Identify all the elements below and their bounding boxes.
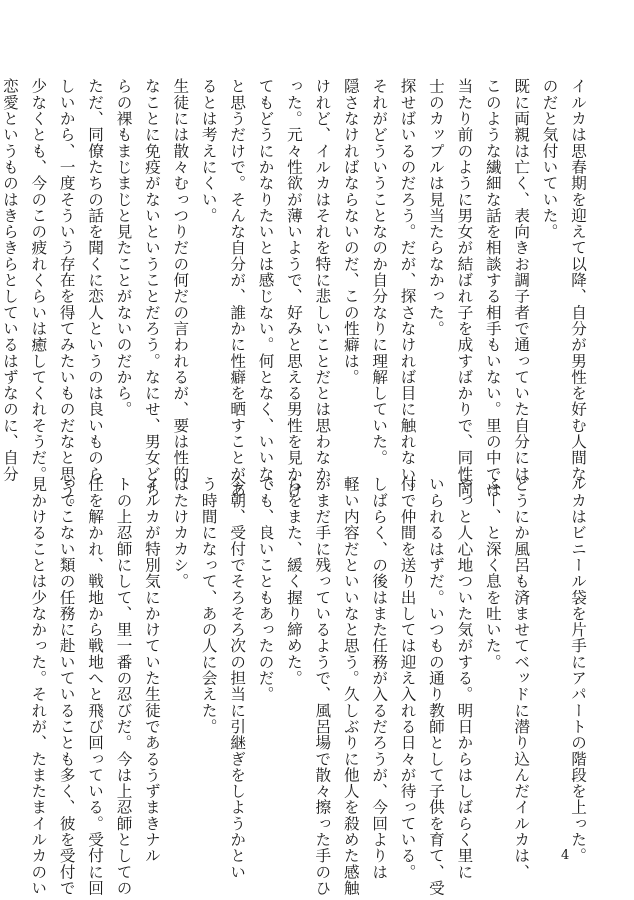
text-line	[535, 476, 563, 794]
text-line: やっと人心地ついた気がする。明日からはしばらく里に	[455, 476, 474, 880]
text-line: はたけカカシ。	[171, 476, 190, 590]
text-line: しばらく、の後はまた任務が入るだろうが、今回よりは	[370, 476, 389, 880]
text-line: イルカが特別気にかけていた生徒であるうずまきナル	[142, 476, 161, 864]
text-line: と思うだけで。そんな自分が、誰かに性癖を晒すことがあ	[228, 78, 247, 498]
text-line: ふー、と深く息を吐いた。	[483, 476, 502, 670]
text-line: トの上忍師にして、里一番の忍びだ。今は上忍師としての	[114, 476, 133, 896]
text-line: 探せばいるのだろう。だが、探さなければ目に触れない。	[398, 78, 417, 498]
text-line: 当たり前のように男女が結ばれ子を成すばかりで、同性同	[455, 78, 474, 498]
text-line: このような繊細な話を相談する相手もいない。里の中では	[483, 78, 502, 498]
text-line: どうにか風呂も済ませてベッドに潜り込んだイルカは、	[512, 476, 531, 880]
text-line: らの裸もまじまじと見たことがないのだから。	[114, 78, 133, 418]
text-line: 軽い内容だといいなと思う。久しぶりに他人を殺めた感触	[341, 476, 360, 896]
text-line: 士のカップルは見当たらなかった。	[426, 78, 445, 337]
text-line: しいから、一度そういう存在を得てみたいものだなと思う。	[57, 78, 76, 515]
text-line: イルカは思春期を迎えて以降、自分が男性を好む人間な	[569, 78, 587, 482]
text-line: 付で仲間を送り出しては迎え入れる日々が待っている。	[398, 476, 417, 880]
text-line: ってこない類の任務に赴いていることも多く、彼を受付で	[57, 476, 76, 896]
text-block-top	[0, 78, 592, 515]
text-line: それがどういうことなのか自分なりに理解していた。	[370, 78, 389, 466]
text-line: けれど、イルカはそれを特に悲しいことだとは思わなか	[313, 78, 332, 482]
text-line: 今朝、受付でそろそろ次の担当に引継ぎをしようかとい	[228, 476, 247, 880]
text-line: 生徒には散々むっつりだの何だの言われるが、要は性的	[171, 78, 190, 482]
text-line: 恋愛というものはきらきらとしているはずなのに、自分	[0, 78, 19, 482]
text-line: ルカはビニール袋を片手にアパートの階段を上った。	[569, 476, 587, 864]
text-line: ただ、同僚たちの話を聞くに恋人というのは良いものら	[86, 78, 105, 482]
text-line: がまだ手に残っているようで、風呂場で散々擦った手のひ	[313, 476, 332, 896]
text-line: るとは考えにくい。	[199, 78, 218, 224]
text-line: のだと気付いていた。	[540, 78, 559, 240]
text-line: 隠さなければならないのだ、この性癖は。	[341, 78, 360, 385]
text-block-bottom	[29, 476, 592, 896]
text-line: った。元々性欲が薄いようで、好みと思える男性を見かけ	[284, 78, 303, 498]
text-line: でも、良いこともあったのだ。	[256, 476, 275, 703]
text-line: 見かけることは少なかった。それが、たまたまイルカのい	[29, 476, 48, 896]
text-line: らをまた、緩く握り締めた。	[284, 476, 303, 686]
text-line: う時間になって、あの人に会えた。	[199, 476, 218, 735]
text-line: 少なくとも、今のこの疲れくらいは癒してくれそうだ。	[29, 78, 48, 482]
page-number: 4	[561, 848, 570, 863]
text-line: なことに免疫がないということだろう。なにせ、男女どち	[142, 78, 161, 498]
text-line: てもどうにかなりたいとは感じない。何となく、いいな、	[256, 78, 275, 498]
text-line: 既に両親は亡く、表向きお調子者で通っていた自分には	[512, 78, 531, 482]
text-line: 任を解かれ、戦地から戦地へと飛び回っている。受付に回	[86, 476, 105, 896]
text-line: いられるはずだ。いつもの通り教師として子供を育て、受	[426, 476, 445, 896]
